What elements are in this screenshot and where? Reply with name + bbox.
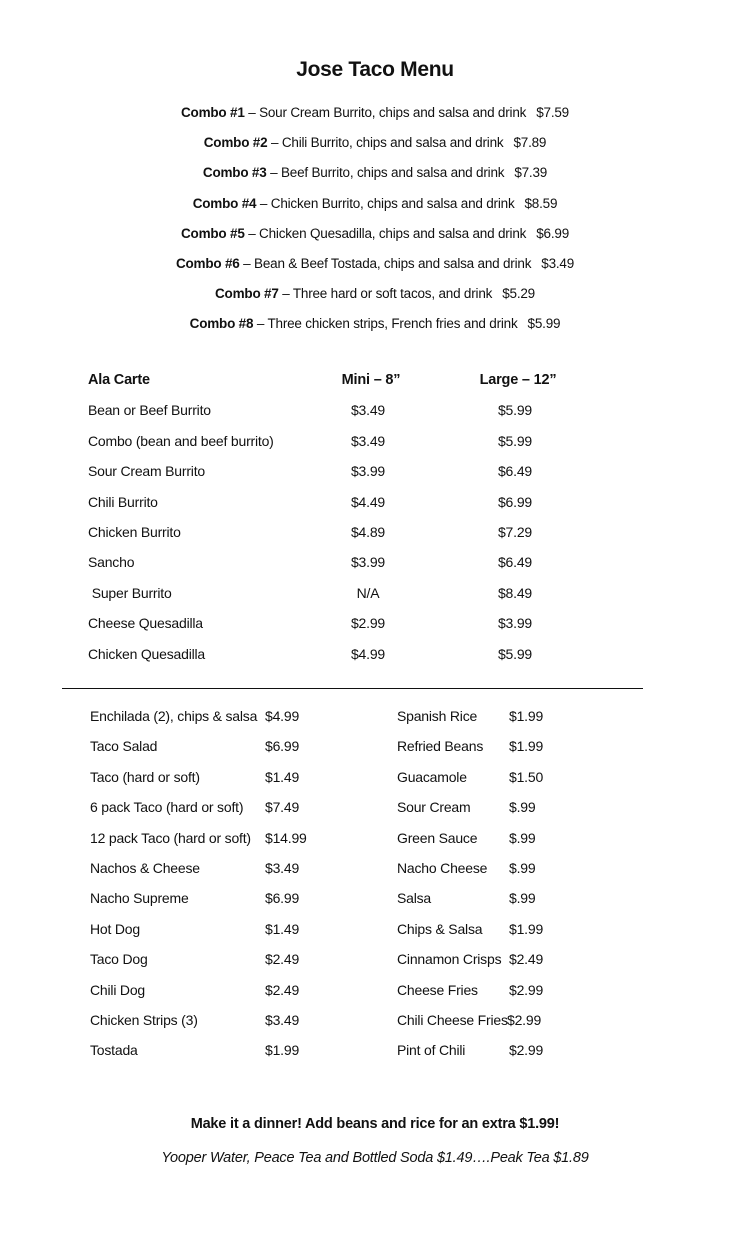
combo-item: [0, 192, 750, 222]
combo-price: $5.29: [502, 286, 535, 302]
right-item-name: Cinnamon Crisps: [397, 951, 502, 968]
left-item-name: Nachos & Cheese: [90, 859, 200, 876]
right-item-price: $1.99: [509, 708, 544, 724]
right-item-price: $.99: [509, 890, 536, 907]
sides-row: [0, 890, 750, 920]
right-item-name: Pint of Chili: [397, 1042, 466, 1059]
combo-label: Combo #1: [180, 105, 245, 120]
sides-row: [0, 830, 750, 860]
combo-price: $6.99: [536, 225, 570, 241]
drinks-note: Yooper Water, Peace Tea and Bottled Soda $1.49….Peak Tea $1.89: [161, 1150, 589, 1166]
combo-desc: – Sour Cream Burrito, chips and salsa and drink: [244, 105, 527, 120]
left-item-price: $14.99: [265, 829, 307, 846]
combo-item: [0, 312, 750, 342]
item-name: Combo (bean and beef burrito): [88, 432, 274, 449]
large-price: $6.99: [497, 493, 533, 510]
combo-desc: – Chicken Burrito, chips and salsa and drink: [256, 195, 515, 211]
large-price: $5.99: [497, 432, 533, 449]
item-name: Chicken Quesadilla: [88, 645, 206, 662]
large-price: $7.29: [497, 523, 533, 540]
left-item-price: $6.99: [265, 890, 300, 907]
sides-list: [0, 708, 750, 1073]
mini-size-heading: Mini – 8”: [341, 372, 401, 388]
ala-carte-header: [88, 372, 608, 402]
item-name: Cheese Quesadilla: [88, 615, 203, 632]
left-item-price: $1.49: [265, 768, 300, 785]
left-item-price: $3.49: [265, 859, 300, 876]
large-size-heading: Large – 12”: [479, 372, 557, 388]
mini-price: $3.99: [350, 463, 386, 480]
ala-carte-row: [88, 585, 608, 615]
right-item-name: Sour Cream: [397, 799, 471, 816]
combo-label: Combo #5: [180, 225, 245, 241]
right-item-price: $2.99: [507, 1011, 542, 1028]
mini-price: $3.99: [350, 554, 386, 571]
right-item-price: $.99: [509, 859, 536, 876]
sides-row: [0, 799, 750, 829]
left-item-price: $1.49: [265, 920, 300, 937]
left-item-name: 12 pack Taco (hard or soft): [90, 829, 251, 846]
large-price: $5.99: [497, 645, 533, 662]
left-item-name: Chili Dog: [90, 981, 145, 998]
right-item-price: $2.49: [509, 951, 544, 968]
ala-carte-heading: Ala Carte: [88, 372, 150, 388]
sides-row: [0, 769, 750, 799]
large-price: $6.49: [497, 463, 533, 480]
left-item-price: $4.99: [265, 708, 300, 724]
right-item-price: $.99: [509, 799, 536, 816]
combo-label: Combo #6: [175, 255, 240, 271]
ala-carte-row: [88, 402, 608, 432]
mini-price: $3.49: [350, 402, 386, 419]
ala-carte-row: [88, 494, 608, 524]
combo-label: Combo #7: [215, 286, 279, 302]
sides-row: [0, 708, 750, 738]
left-item-price: $6.99: [265, 738, 300, 755]
combo-label: Combo #4: [192, 195, 257, 211]
right-item-name: Guacamole: [397, 768, 467, 785]
combo-price: $7.89: [513, 135, 547, 151]
combo-price: $7.39: [514, 165, 548, 181]
right-item-price: $1.99: [509, 738, 544, 755]
left-item-price: $7.49: [265, 799, 300, 816]
combo-item: [0, 282, 750, 312]
combo-item: [0, 101, 750, 131]
right-item-price: $.99: [509, 829, 536, 846]
sides-row: [0, 1012, 750, 1042]
left-item-name: 6 pack Taco (hard or soft): [90, 799, 244, 816]
right-item-name: Chili Cheese Fries: [397, 1011, 508, 1028]
right-item-name: Chips & Salsa: [397, 920, 483, 937]
item-name: Sour Cream Burrito: [88, 463, 205, 480]
combo-desc: – Bean & Beef Tostada, chips and salsa and drink: [239, 255, 532, 271]
item-name: Chicken Burrito: [88, 523, 181, 540]
large-price: $8.49: [497, 584, 533, 601]
item-name: Bean or Beef Burrito: [88, 402, 211, 419]
left-item-price: $2.49: [265, 981, 300, 998]
mini-price: $4.99: [350, 645, 386, 662]
large-price: $3.99: [497, 615, 533, 632]
left-item-name: Taco (hard or soft): [90, 768, 200, 785]
combo-item: [0, 161, 750, 191]
sides-row: [0, 738, 750, 768]
right-item-name: Spanish Rice: [397, 708, 478, 724]
combo-price: $5.99: [527, 316, 561, 332]
sides-row: [0, 860, 750, 890]
combo-desc: – Chicken Quesadilla, chips and salsa and drink: [244, 225, 527, 241]
right-item-name: Nacho Cheese: [397, 859, 488, 876]
ala-carte-table: [88, 372, 608, 676]
ala-carte-row: [88, 433, 608, 463]
left-item-price: $2.49: [265, 951, 300, 968]
right-item-name: Refried Beans: [397, 738, 484, 755]
left-item-price: $3.49: [265, 1011, 300, 1028]
right-item-price: $2.99: [509, 981, 544, 998]
mini-price: $4.49: [350, 493, 386, 510]
combo-desc: – Three chicken strips, French fries and drink: [253, 316, 518, 332]
ala-carte-row: [88, 554, 608, 584]
combo-desc: – Chili Burrito, chips and salsa and drink: [267, 135, 504, 151]
right-item-name: Cheese Fries: [397, 981, 478, 998]
mini-price: $2.99: [350, 615, 386, 632]
dinner-upgrade-note: Make it a dinner! Add beans and rice for an extra $1.99!: [190, 1116, 560, 1132]
item-name: Chili Burrito: [88, 493, 158, 510]
ala-carte-row: [88, 524, 608, 554]
mini-price: $4.89: [350, 523, 386, 540]
left-item-name: Taco Salad: [90, 738, 158, 755]
sides-row: [0, 1042, 750, 1072]
item-name: Sancho: [88, 554, 135, 571]
left-item-name: Hot Dog: [90, 920, 140, 937]
sides-row: [0, 951, 750, 981]
combo-desc: – Three hard or soft tacos, and drink: [278, 286, 493, 302]
left-item-name: Tostada: [90, 1042, 138, 1059]
combo-price: $7.59: [536, 105, 569, 120]
right-item-price: $1.50: [509, 768, 544, 785]
large-price: $5.99: [497, 402, 533, 419]
right-item-name: Green Sauce: [397, 829, 478, 846]
left-item-name: Taco Dog: [90, 951, 148, 968]
ala-carte-row: [88, 646, 608, 676]
combo-item: [0, 252, 750, 282]
left-item-name: Chicken Strips (3): [90, 1011, 198, 1028]
ala-carte-row: [88, 615, 608, 645]
item-name: Super Burrito: [88, 584, 172, 601]
combo-list: [0, 101, 750, 343]
sides-row: [0, 982, 750, 1012]
left-item-price: $1.99: [265, 1042, 300, 1059]
combo-label: Combo #2: [203, 135, 268, 151]
right-item-name: Salsa: [397, 890, 432, 907]
combo-desc: – Beef Burrito, chips and salsa and drink: [266, 165, 505, 181]
combo-label: Combo #8: [189, 316, 254, 332]
menu-title: Jose Taco Menu: [296, 58, 454, 81]
mini-price: $3.49: [350, 432, 386, 449]
mini-price: N/A: [356, 584, 380, 601]
right-item-price: $1.99: [509, 920, 544, 937]
combo-item: [0, 222, 750, 252]
ala-carte-row: [88, 463, 608, 493]
combo-price: $3.49: [541, 255, 575, 271]
combo-item: [0, 131, 750, 161]
right-item-price: $2.99: [509, 1042, 544, 1059]
large-price: $6.49: [497, 554, 533, 571]
left-item-name: Enchilada (2), chips & salsa: [90, 708, 258, 724]
left-item-name: Nacho Supreme: [90, 890, 189, 907]
section-divider: [62, 688, 643, 689]
combo-price: $8.59: [524, 195, 558, 211]
sides-row: [0, 921, 750, 951]
combo-label: Combo #3: [202, 165, 267, 181]
